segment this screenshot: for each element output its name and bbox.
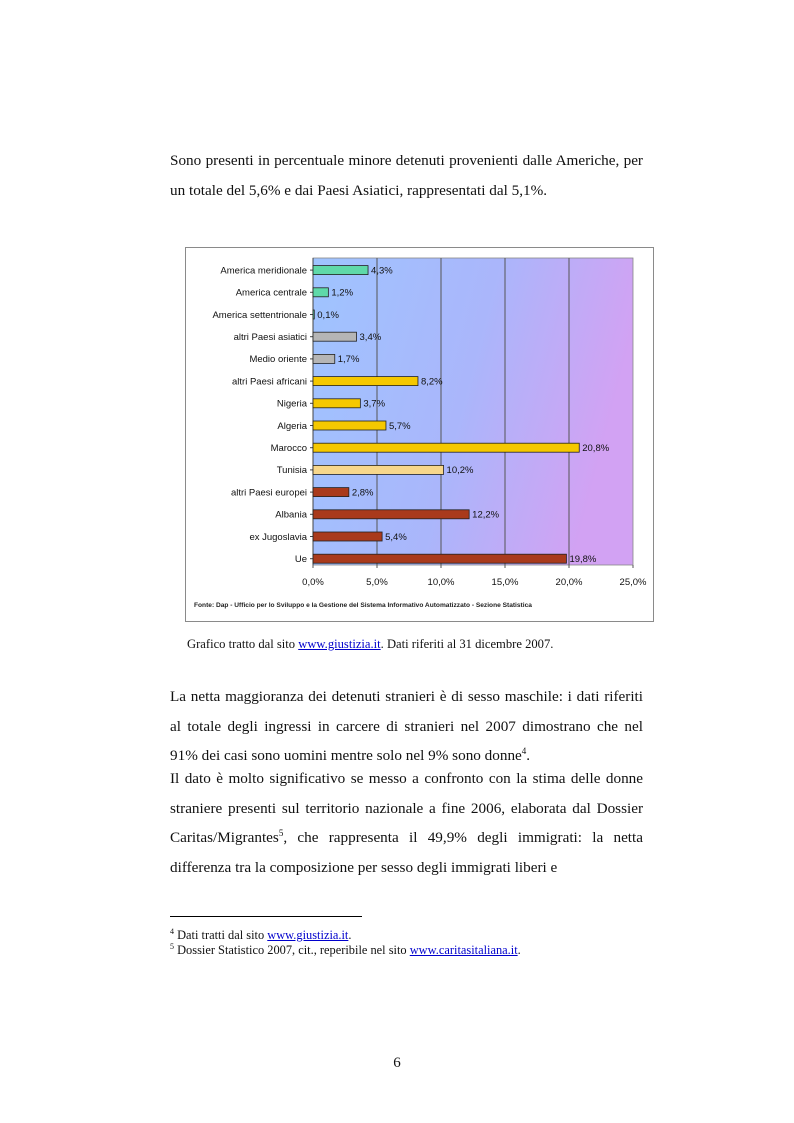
category-label: America centrale	[235, 287, 307, 299]
x-tick-label: 5,0%	[366, 577, 388, 588]
footnote-4: $^4$ Dati tratti dal sito www.giustizia.it.	[170, 927, 352, 943]
data-label: 20,8%	[582, 443, 610, 454]
footnote-5: $^5$ Dossier Statistico 2007, cit., reperibile nel sito www.caritasitaliana.it.	[170, 942, 521, 958]
data-label: 0,1%	[317, 309, 339, 321]
category-label: America meridionale	[220, 265, 307, 277]
category-label: Tunisia	[276, 465, 307, 477]
bar	[313, 288, 328, 297]
x-tick-label: 25,0%	[619, 577, 647, 588]
bar	[313, 421, 386, 430]
x-tick-label: 15,0%	[491, 577, 519, 588]
bar	[313, 266, 368, 275]
caption-link[interactable]: www.giustizia.it	[298, 637, 381, 651]
bar	[313, 465, 444, 474]
bar	[313, 310, 314, 319]
data-label: 1,2%	[331, 287, 354, 299]
data-label: 19,8%	[569, 554, 597, 565]
footnote-ref-4[interactable]: 4	[521, 745, 527, 756]
category-label: Albania	[275, 509, 307, 521]
chart-svg	[186, 248, 655, 623]
chart-source: Fonte: Dap - Ufficio per lo Sviluppo e la Gestione del Sistema Informativo Automatizzato - Sezione Statistica	[194, 602, 532, 609]
category-label: Ue	[294, 554, 307, 565]
data-label: 3,4%	[359, 332, 382, 343]
category-label: America settentrionale	[212, 309, 307, 321]
bar	[313, 554, 566, 563]
page-number: 6	[393, 1055, 401, 1071]
category-label: Algeria	[277, 420, 307, 432]
x-tick-label: 10,0%	[427, 577, 455, 588]
bar	[313, 354, 335, 363]
category-label: Nigeria	[276, 398, 307, 410]
category-label: altri Paesi europei	[230, 487, 307, 499]
category-label: Marocco	[270, 443, 307, 454]
x-tick-label: 20,0%	[555, 577, 583, 588]
bar	[313, 488, 349, 497]
intro-paragraph: Sono presenti in percentuale minore detenuti provenienti dalle Americhe, per un totale del 5,6% e dai Paesi Asiatici, rappresentati dal 5,1%.	[170, 152, 643, 199]
footnote-4-link[interactable]: www.giustizia.it	[267, 928, 349, 943]
data-label: 4,3%	[371, 265, 393, 277]
bar	[313, 443, 579, 452]
data-label: 5,7%	[388, 420, 411, 432]
category-label: altri Paesi africani	[232, 376, 307, 388]
bar	[313, 399, 360, 408]
bar	[313, 510, 469, 519]
body-paragraph-1: La netta maggioranza dei detenuti stranieri è di sesso maschile: i dati riferiti al totale degli ingressi in carcere di stranieri nel 2007 dimostrano che nel 91% dei casi sono uomini mentre solo nel 9% sono donne$^4$.	[170, 688, 643, 764]
category-label: Medio oriente	[249, 354, 307, 366]
footnote-ref-5[interactable]: 5	[278, 827, 284, 838]
data-label: 3,7%	[363, 398, 386, 410]
bar-chart	[185, 247, 654, 622]
category-label: altri Paesi asiatici	[233, 332, 307, 343]
bar	[313, 377, 418, 386]
data-label: 1,7%	[337, 354, 360, 366]
figure-caption: Grafico tratto dal sito www.giustizia.it. Dati riferiti al 31 dicembre 2007.	[187, 637, 554, 651]
body-paragraph-2: Il dato è molto significativo se messo a confronto con la stima delle donne straniere presenti sul territorio nazionale a fine 2006, elaborata dal Dossier Caritas/Migrantes$^5$, che rappresenta il 49,9% degli immigrati: la netta differenza tra la composizione per sesso degli immigrati liberi e	[170, 770, 643, 876]
data-label: 8,2%	[420, 376, 443, 388]
bar	[313, 332, 357, 341]
data-label: 10,2%	[446, 465, 474, 477]
data-label: 5,4%	[385, 531, 407, 543]
data-label: 2,8%	[351, 487, 374, 499]
x-tick-label: 0,0%	[302, 577, 324, 588]
bar	[313, 532, 382, 541]
footnote-5-link[interactable]: www.caritasitaliana.it	[409, 943, 518, 958]
category-label: ex Jugoslavia	[249, 531, 307, 543]
data-label: 12,2%	[472, 509, 500, 521]
footnote-separator	[170, 916, 362, 917]
